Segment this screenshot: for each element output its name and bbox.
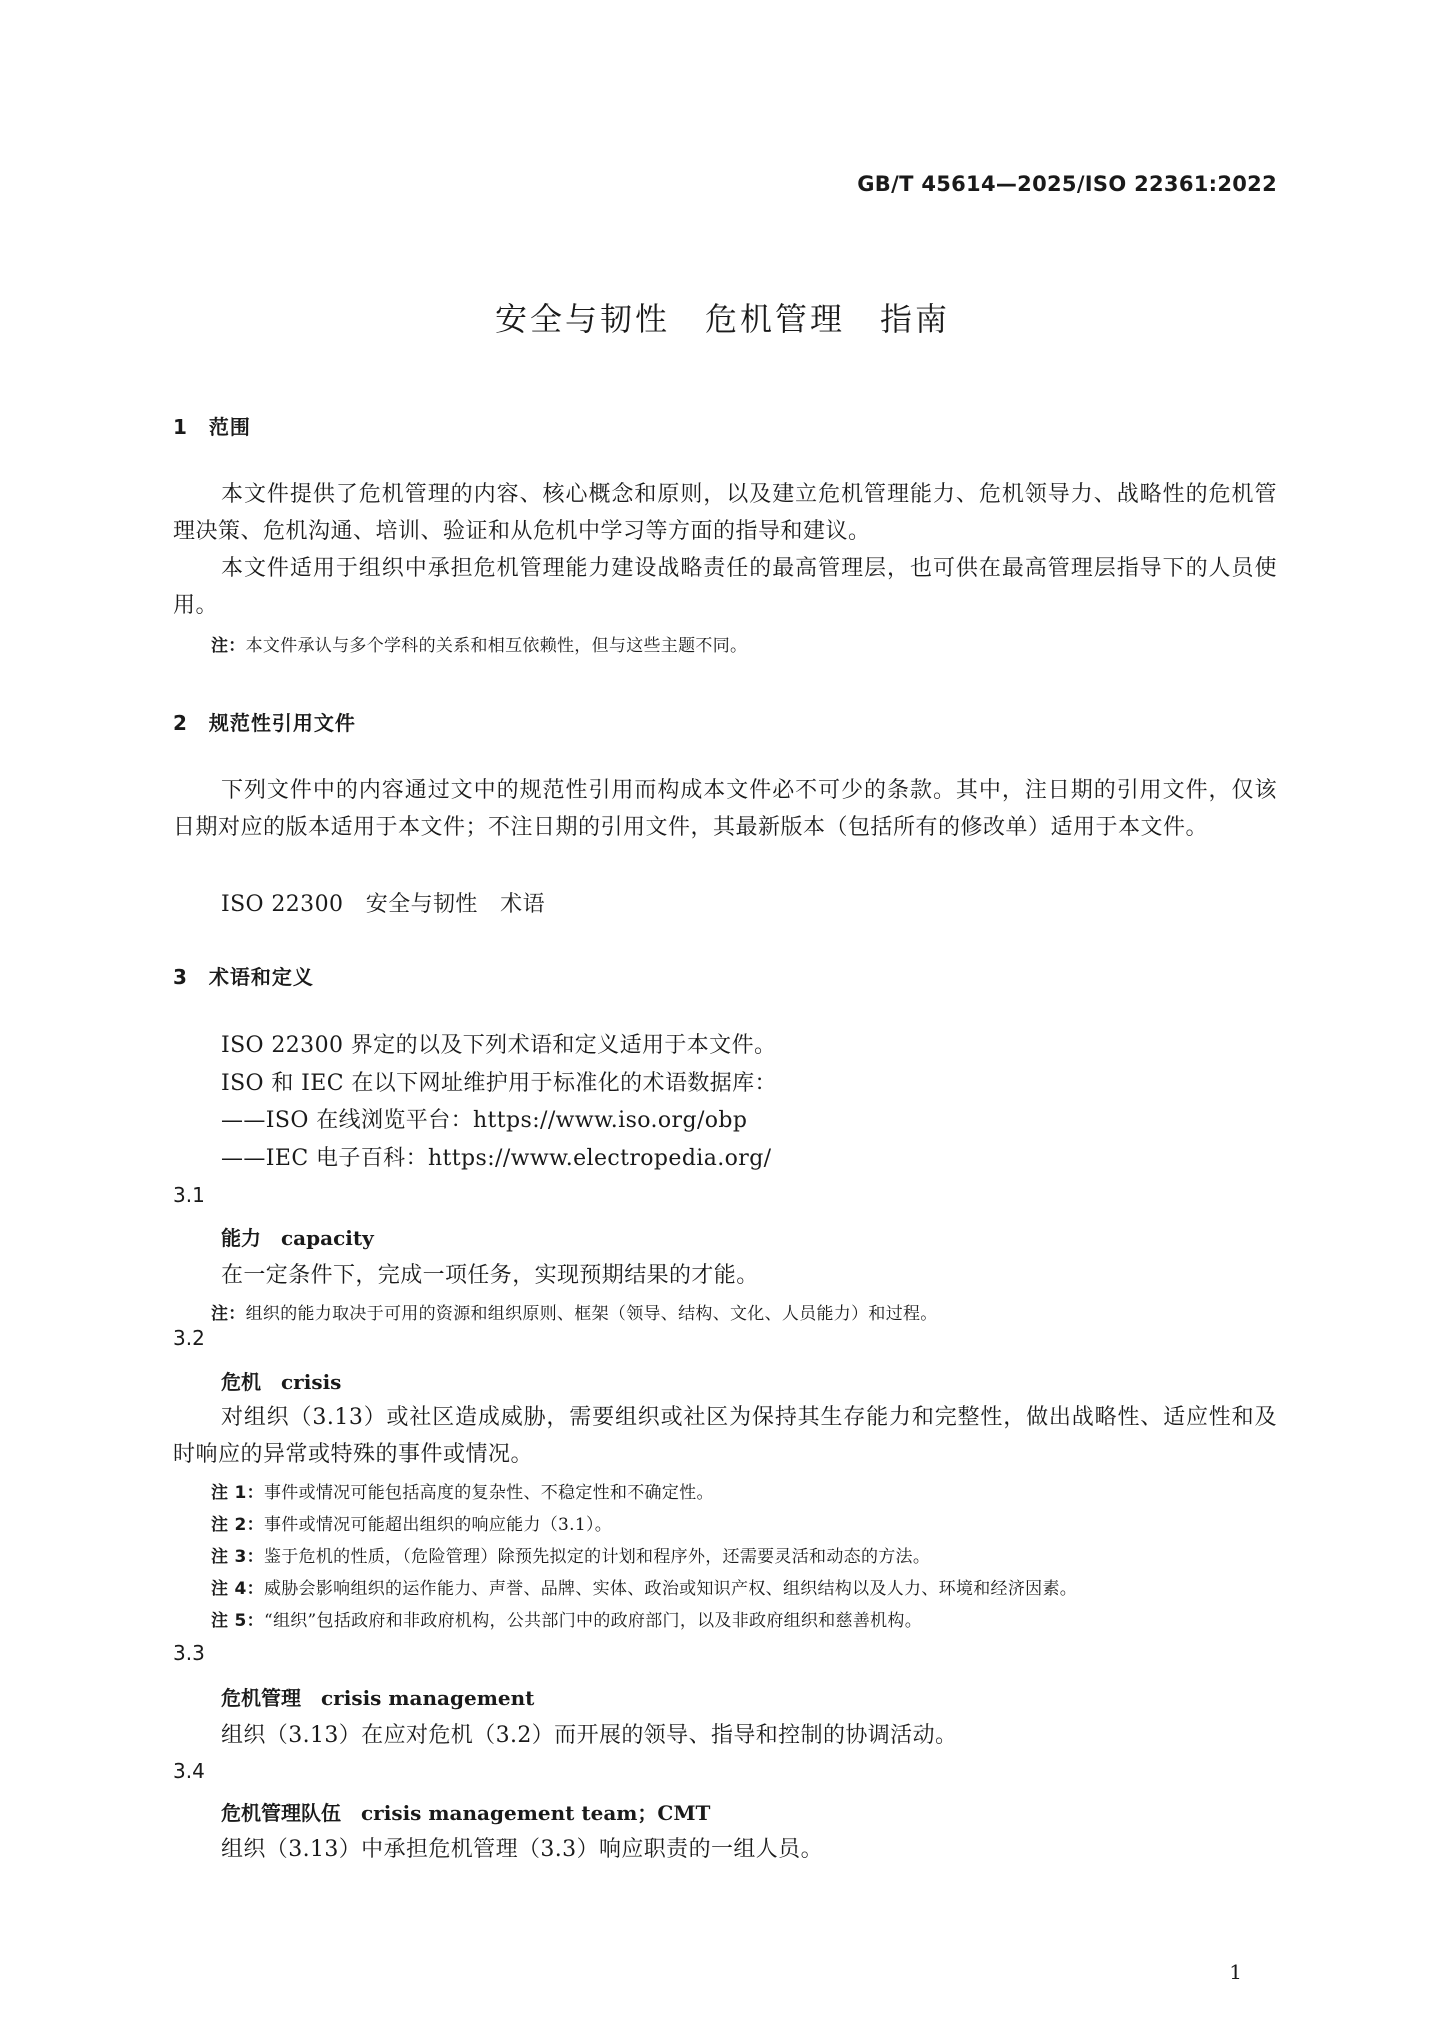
term-zh: 危机 — [221, 1370, 261, 1394]
term-heading — [221, 1682, 534, 1711]
term-zh: 能力 — [221, 1226, 261, 1250]
term-heading — [221, 1222, 374, 1251]
term-zh: 危机管理 — [221, 1686, 301, 1710]
term-en: capacity — [281, 1226, 374, 1250]
note-label: 注 3： — [211, 1547, 264, 1567]
term-en: crisis management team；CMT — [361, 1801, 711, 1825]
normative-reference: ISO 22300 安全与韧性 术语 — [221, 892, 545, 917]
standard-code: GB/T 45614—2025/ISO 22361:2022 — [857, 172, 1277, 196]
term-definition: 在一定条件下，完成一项任务，实现预期结果的才能。 — [221, 1263, 759, 1288]
note-label: 注 4： — [211, 1579, 264, 1599]
note-label: 注 2： — [211, 1515, 264, 1535]
document-title: 安全与韧性 危机管理 指南 — [494, 300, 950, 338]
note-label: 注： — [211, 636, 246, 656]
iso-obp-link[interactable]: ——ISO 在线浏览平台：https://www.iso.org/obp — [221, 1108, 748, 1133]
term-note — [211, 1542, 930, 1567]
term-en: crisis — [281, 1370, 342, 1394]
note-text: 事件或情况可能包括高度的复杂性、不稳定性和不确定性。 — [263, 1483, 714, 1503]
term-heading — [221, 1797, 710, 1826]
note-text: 本文件承认与多个学科的关系和相互依赖性，但与这些主题不同。 — [245, 636, 748, 656]
term-heading — [221, 1366, 341, 1395]
section-1-note — [211, 631, 747, 656]
note-label: 注 1： — [211, 1483, 264, 1503]
section-2-heading: 2 规范性引用文件 — [173, 711, 356, 735]
section-3-line-2: ISO 和 IEC 在以下网址维护用于标准化的术语数据库： — [221, 1071, 777, 1096]
section-3-heading: 3 术语和定义 — [173, 965, 314, 989]
note-text: 事件或情况可能超出组织的响应能力（3.1）。 — [263, 1515, 613, 1535]
term-definition: 组织（3.13）在应对危机（3.2）而开展的领导、指导和控制的协调活动。 — [221, 1723, 958, 1748]
section-1-paragraph-1: 本文件提供了危机管理的内容、核心概念和原则，以及建立危机管理能力、危机领导力、战略性的危机管理决策、危机沟通、培训、验证和从危机中学习等方面的指导和建议。 — [173, 482, 1277, 544]
term-en: crisis management — [321, 1686, 535, 1710]
term-number: 3.3 — [173, 1641, 205, 1665]
page-number: 1 — [1229, 1960, 1242, 1984]
term-note — [211, 1299, 938, 1324]
section-1-heading: 1 范围 — [173, 415, 251, 439]
term-number: 3.1 — [173, 1183, 205, 1207]
term-zh: 危机管理队伍 — [221, 1801, 341, 1825]
term-definition: 对组织（3.13）或社区造成威胁，需要组织或社区为保持其生存能力和完整性，做出战略性、适应性和及时响应的异常或特殊的事件或情况。 — [173, 1405, 1277, 1467]
note-text: 威胁会影响组织的运作能力、声誉、品牌、实体、政治或知识产权、组织结构以及人力、环境和经济因素。 — [263, 1579, 1078, 1599]
term-note — [211, 1510, 612, 1535]
note-text: “组织”包括政府和非政府机构，公共部门中的政府部门，以及非政府组织和慈善机构。 — [263, 1611, 923, 1631]
note-label: 注： — [211, 1304, 246, 1324]
term-note — [211, 1606, 922, 1631]
section-3-line-1: ISO 22300 界定的以及下列术语和定义适用于本文件。 — [221, 1033, 777, 1058]
note-label: 注 5： — [211, 1611, 264, 1631]
term-number: 3.4 — [173, 1759, 205, 1783]
note-text: 鉴于危机的性质，（危险管理）除预先拟定的计划和程序外，还需要灵活和动态的方法。 — [263, 1547, 931, 1567]
term-number: 3.2 — [173, 1326, 205, 1350]
term-definition: 组织（3.13）中承担危机管理（3.3）响应职责的一组人员。 — [221, 1837, 823, 1862]
section-2-paragraph: 下列文件中的内容通过文中的规范性引用而构成本文件必不可少的条款。其中，注日期的引用文件，仅该日期对应的版本适用于本文件；不注日期的引用文件，其最新版本（包括所有的修改单）适用于本文件。 — [173, 778, 1277, 840]
term-note — [211, 1478, 714, 1503]
note-text: 组织的能力取决于可用的资源和组织原则、框架（领导、结构、文化、人员能力）和过程。 — [245, 1304, 938, 1324]
section-1-paragraph-2: 本文件适用于组织中承担危机管理能力建设战略责任的最高管理层，也可供在最高管理层指导下的人员使用。 — [173, 556, 1277, 618]
iec-electropedia-link[interactable]: ——IEC 电子百科：https://www.electropedia.org/ — [221, 1146, 772, 1171]
term-note — [211, 1574, 1077, 1599]
